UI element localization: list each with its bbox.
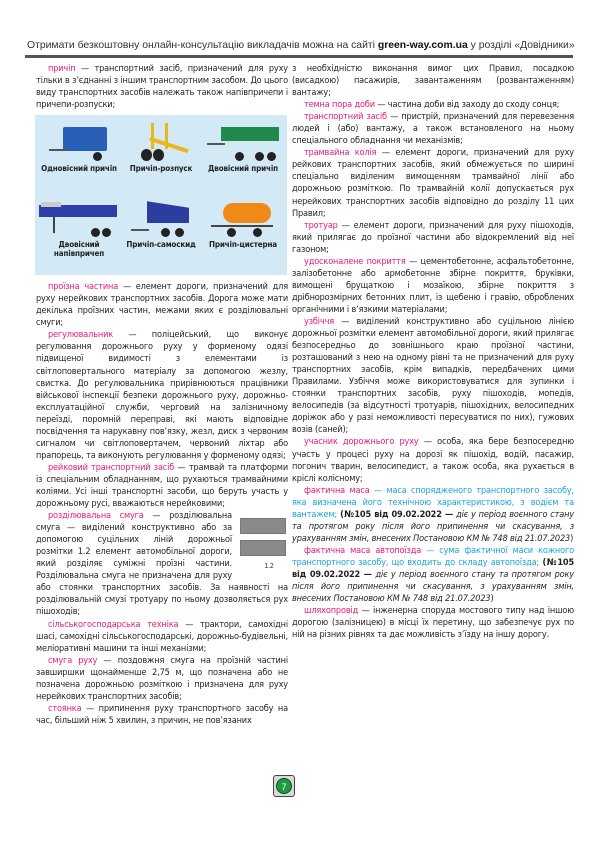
dump-trailer-icon	[131, 199, 191, 237]
figure-item	[39, 123, 119, 173]
figure-item	[39, 199, 119, 258]
site-link[interactable]: green-way.com.ua	[377, 40, 468, 51]
figure-caption: Причіп-цистерна	[208, 240, 278, 250]
amendment-note: діє у період воєнного стану та протягом року після його припинення чи скасування, з урахуванням змін, внесених Постановою КМ № 748 від 21.07.2023	[292, 509, 574, 544]
left-column	[36, 63, 288, 727]
header-banner	[27, 40, 575, 51]
definition-prychip	[36, 63, 288, 111]
definition-text: — поліцейський, що виконує регулювання дорожнього руху у форменому одязі підвищеної видимості з елементами із світлоповертального матеріалу за допомогою жезлу, свистка. До регулювальника прирівнюються працівники військової інспекції безпеки дорожнього руху, дорожньо-експлуатаційної служби, черговий на залізничному переїзді, поромній переправі, які мають відповідне посвідчення та нарукавну пов’язку, жезл, диск з червоним сигналом чи світлоповертачем, червоний ліхтар або прапорець, та виконують регулювання у форменому одязі;	[36, 330, 288, 461]
definition-text: — пристрій, призначений для перевезення людей і (або) вантажу, а також встановленого на ньому спеціального обладнання чи механізмів;	[292, 112, 574, 147]
amendment-reference: (№105 від 09.02.2022 —	[336, 509, 457, 520]
definition-text: — трамвай та платформи із спеціальним обладнанням, що рухаються трамвайними коліями. Усі інші транспортні засоби, що беруть участь у дорожньому русі, вважаються нерейковими;	[36, 462, 288, 510]
header-divider	[25, 55, 573, 58]
term: сільськогосподарська техніка	[48, 619, 179, 630]
definition-smuha-rukhu	[36, 655, 288, 703]
term: проїзна частина	[48, 282, 119, 293]
figure-caption: Одновісний причіп	[41, 164, 117, 174]
semi-trailer-icon	[39, 199, 119, 237]
term: шляхопровід	[304, 606, 359, 617]
term: узбіччя	[304, 316, 335, 327]
marking-stripe	[240, 518, 286, 534]
figure-caption: Двовісний напівпричеп	[53, 240, 105, 259]
amended-text: — сума фактичної маси кожного транспортного засобу, що входить до складу автопоїзда;	[292, 545, 574, 568]
definition-faktychna-masa-avtopoizda	[292, 545, 574, 605]
amended-text: — маса спорядженого транспортного засобу, яка визначена його технічною характеристикою, з водієм та вантажем;	[292, 485, 574, 520]
right-column	[292, 63, 574, 641]
definition-text: — розділювальна смуга — виділений конструктивно або за допомогою суцільних ліній дорожньої розмітки 1.2 елемент автомобільної дороги, який розділяє суміжні проїзні частини. Розділювальна смуга не призначена для руху або стоянки транспортних засобів. За наявності на розділювальній смузі тротуару по ньому дозволяється рух пішоходів;	[36, 511, 288, 618]
definition-tramvaina-koliia	[292, 147, 574, 219]
page-number-badge	[273, 775, 295, 797]
header-text: Отримати безкоштовну онлайн-консультацію викладачів можна на сайті	[27, 40, 378, 51]
definition-text: — елемент дороги, призначений для руху нерейкових транспортних засобів. Дорога може мати декілька проїзних частин, межами яких є розділювальні смуги;	[36, 282, 288, 329]
term: рейковий транспортний засіб	[48, 462, 175, 473]
definition-uzbichchia	[292, 316, 574, 436]
definition-text: — припинення руху транспортного засобу на час, більший ніж 5 хвилин, з причин, не пов’язаних	[36, 703, 288, 726]
definition-text: — інженерна споруда мостового типу над іншою дорогою (залізницею) в місці їх перетину, що забезпечує рух по ній на різних рівнях та дає можливість з’їзду на іншу дорогу.	[292, 606, 574, 641]
term: удосконалене покриття	[304, 256, 406, 267]
amendment-close: )	[490, 594, 494, 605]
definition-transportnyi-zasib	[292, 111, 574, 147]
definition-text: — особа, яка бере безпосередню участь у процесі руху на дорозі як пішохід, водій, пасажир, погонич тварин, велосипедист, а також особа, яка рухається в кріслі колісному;	[292, 437, 575, 484]
definition-text: — трактори, самохідні шасі, самохідні сільськогосподарські, дорожньо-будівельні, меліоративні машини та інші механізми;	[36, 619, 288, 654]
figure-item	[121, 123, 201, 173]
definition-text: — елемент дороги, призначений для руху пішоходів, який прилягає до проїзної частини або відокремлений від неї газоном;	[292, 220, 574, 255]
amendment-note: діє у період воєнного стану та протягом року після його припинення чи скасування, з урахуванням змін, внесених Постановою КМ № 748 від 21.07.2023	[292, 569, 575, 605]
term: трамвайна колія	[304, 148, 377, 159]
term: причіп	[48, 64, 76, 74]
definition-text: — транспортний засіб, призначений для руху тільки в з’єднанні з іншим транспортним засобом. До цього виду транспортних засобів належать також напівпричепи і причепи-розпуски;	[36, 64, 288, 111]
figure-item	[121, 199, 201, 249]
figure-item	[203, 123, 283, 173]
term: тротуар	[304, 220, 338, 231]
page-number: 7	[276, 778, 292, 794]
header-text-end: у розділі «Довідники»	[467, 40, 575, 51]
definition-udoskonalene-pokryttia	[292, 256, 574, 316]
two-axle-trailer-icon	[207, 123, 279, 161]
definition-trotuar	[292, 220, 574, 256]
definition-faktychna-masa	[292, 485, 574, 545]
term: фактична маса	[304, 485, 370, 496]
term: транспортний засіб	[304, 112, 387, 123]
figure-caption: Причіп-самоскид	[126, 240, 196, 250]
road-marking-1-2-illustration	[238, 512, 288, 572]
term: темна пора доби	[304, 100, 375, 111]
term: смуга руху	[48, 655, 98, 666]
definition-proizna-chastyna	[36, 281, 288, 329]
amendment-close: )	[570, 533, 574, 544]
marking-stripe	[240, 540, 286, 556]
definition-temna-pora-doby	[292, 99, 574, 111]
definition-shliakhoprovid	[292, 605, 574, 641]
definition-text: — елемент дороги, призначений для руху рейкових транспортних засобів, який обмежується по ширині спеціально виділеним вимощенням трамвайної лінії або дорожньою розміткою. По трамвайній колії допускається рух нерейкових транспортних засобів відповідно до розділу 11 цих Правил;	[292, 148, 574, 219]
single-axle-trailer-icon	[49, 123, 109, 161]
term: фактична маса автопоїзда	[304, 545, 422, 556]
amendment-reference: (№105 від 09.02.2022 —	[292, 557, 575, 580]
term: регулювальник	[48, 330, 114, 341]
definition-text: — цементобетонне, асфальтобетонне, залізобетонне або армобетонне збірне покриття, бруківки, вимощені брущаткою і мозаїкою, збірне покриття з дрібнорозмірних бетонних плит, із щебеню і гравію, оброблених органічними і в’язкими матеріалами;	[292, 256, 574, 315]
term: стоянка	[48, 703, 82, 714]
definition-reikovyi	[36, 462, 288, 510]
definition-text: — поздовжня смуга на проїзній частині завширшки щонайменше 2,75 м, що позначена або не позначена дорожньою розміткою і призначена для руху нерейкових транспортних засобів;	[36, 655, 289, 702]
figure-caption: Двовісний причіп	[208, 164, 278, 174]
marking-label: 1.2	[264, 562, 274, 571]
figure-item	[203, 199, 283, 249]
definition-text: — виділений конструктивно або суцільною лінією дорожньої розмітки елемент автомобільної дороги, який прилягає безпосередньо до зовнішнього краю проїзної частини, розташований з нею на одному рівні та не призначений для руху транспортних засобів, крім випадків, передбачених цими Правилами. Узбіччя може використовуватися для зупинки і стоянки транспортних засобів, руху пішоходів, мопедів, велосипедів (за відсутності тротуарів, пішохідних, велосипедних доріжок або у разі неможливості пересуватися по них), гужових возів (саней);	[292, 316, 574, 436]
timber-trailer-icon	[131, 123, 191, 161]
definition-silskohospodarska-tekhnika	[36, 619, 288, 655]
definition-stoianka	[36, 703, 288, 727]
term: розділювальна смуга	[48, 511, 144, 522]
continuation-text: з необхідністю виконання вимог цих Правил, посадкою (висадкою) пасажирів, завантаженням (розвантаженням) вантажу;	[292, 64, 574, 99]
figure-caption: Причіп-розпуск	[129, 164, 193, 174]
definition-uchasnyk	[292, 436, 574, 484]
term: учасник дорожнього руху	[304, 437, 419, 448]
tank-trailer-icon	[211, 199, 275, 237]
definition-rozdiliuvalna-smuha	[36, 510, 288, 618]
definition-rehuliuvalnyk	[36, 329, 288, 462]
trailer-types-figure	[35, 115, 287, 275]
definition-text: — частина доби від заходу до сходу сонця;	[374, 100, 560, 111]
